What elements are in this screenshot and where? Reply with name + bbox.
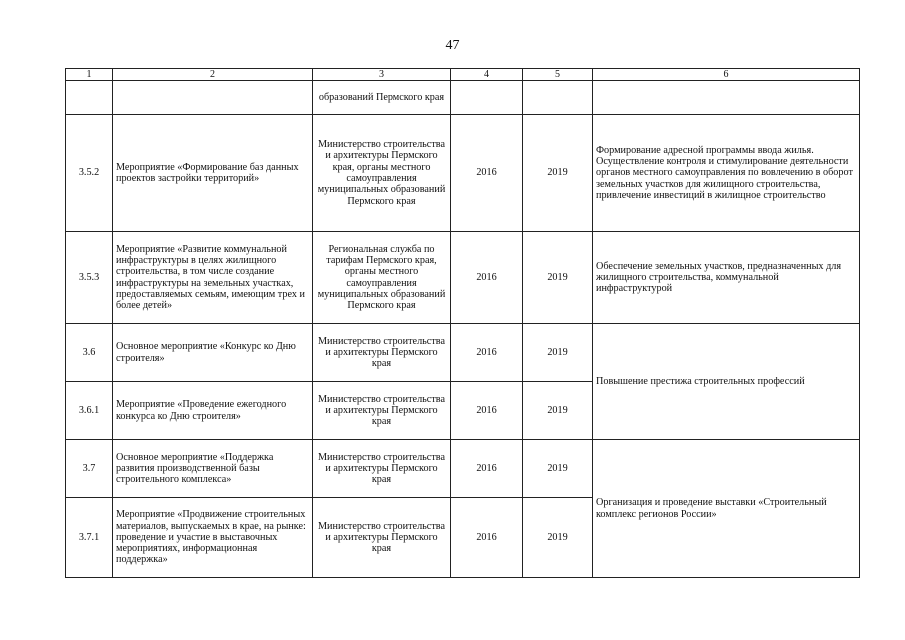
column-header: 3 bbox=[313, 69, 451, 81]
column-header: 6 bbox=[593, 69, 860, 81]
result-cell: Формирование адресной программы ввода жилья. Осуществление контроля и стимулирование деятельности органов местного самоуправления по вовлечению в оборот земельных участков для жилищного строительства, привлечение инвестиций в жилищное строительство bbox=[593, 115, 860, 232]
program-table bbox=[65, 68, 860, 578]
start-year: 2016 bbox=[451, 382, 523, 440]
table-row bbox=[66, 232, 860, 324]
end-year: 2019 bbox=[523, 440, 593, 498]
end-year: 2019 bbox=[523, 324, 593, 382]
column-header: 2 bbox=[113, 69, 313, 81]
executor-cell: Министерство строительства и архитектуры Пермского края, органы местного самоуправления муниципальных образований Пермского края bbox=[313, 115, 451, 232]
activity-name: Основное мероприятие «Поддержка развития производственной базы строительного комплекса» bbox=[113, 440, 313, 498]
start-year bbox=[451, 81, 523, 115]
executor-cell: образований Пермского края bbox=[313, 81, 451, 115]
end-year: 2019 bbox=[523, 498, 593, 578]
activity-name: Мероприятие «Проведение ежегодного конкурса ко Дню строителя» bbox=[113, 382, 313, 440]
activity-name: Мероприятие «Продвижение строительных материалов, выпускаемых в крае, на рынке: проведение и участие в выставочных мероприятиях, информационная поддержка» bbox=[113, 498, 313, 578]
result-cell: Организация и проведение выставки «Строительный комплекс регионов России» bbox=[593, 440, 860, 578]
table-row bbox=[66, 440, 860, 498]
start-year: 2016 bbox=[451, 498, 523, 578]
end-year bbox=[523, 81, 593, 115]
activity-name bbox=[113, 81, 313, 115]
executor-cell: Региональная служба по тарифам Пермского края, органы местного самоуправления муниципальных образований Пермского края bbox=[313, 232, 451, 324]
row-number: 3.7 bbox=[66, 440, 113, 498]
header-row bbox=[66, 69, 860, 81]
table-row bbox=[66, 115, 860, 232]
activity-name: Мероприятие «Формирование баз данных проектов застройки территорий» bbox=[113, 115, 313, 232]
page-number: 47 bbox=[445, 38, 460, 53]
table-row bbox=[66, 81, 860, 115]
start-year: 2016 bbox=[451, 324, 523, 382]
result-cell: Обеспечение земельных участков, предназначенных для жилищного строительства, коммунальной инфраструктурой bbox=[593, 232, 860, 324]
start-year: 2016 bbox=[451, 115, 523, 232]
result-cell: Повышение престижа строительных профессий bbox=[593, 324, 860, 440]
column-header: 4 bbox=[451, 69, 523, 81]
executor-cell: Министерство строительства и архитектуры Пермского края bbox=[313, 382, 451, 440]
executor-cell: Министерство строительства и архитектуры Пермского края bbox=[313, 498, 451, 578]
column-header: 5 bbox=[523, 69, 593, 81]
row-number: 3.7.1 bbox=[66, 498, 113, 578]
activity-name: Мероприятие «Развитие коммунальной инфраструктуры в целях жилищного строительства, в том числе создание инфраструктуры на земельных участках, предоставляемых семьям, имеющим трех и более детей» bbox=[113, 232, 313, 324]
row-number: 3.6 bbox=[66, 324, 113, 382]
start-year: 2016 bbox=[451, 232, 523, 324]
executor-cell: Министерство строительства и архитектуры Пермского края bbox=[313, 324, 451, 382]
end-year: 2019 bbox=[523, 115, 593, 232]
start-year: 2016 bbox=[451, 440, 523, 498]
row-number: 3.5.3 bbox=[66, 232, 113, 324]
row-number: 3.5.2 bbox=[66, 115, 113, 232]
end-year: 2019 bbox=[523, 232, 593, 324]
row-number: 3.6.1 bbox=[66, 382, 113, 440]
column-header: 1 bbox=[66, 69, 113, 81]
executor-cell: Министерство строительства и архитектуры Пермского края bbox=[313, 440, 451, 498]
activity-name: Основное мероприятие «Конкурс ко Дню строителя» bbox=[113, 324, 313, 382]
result-cell bbox=[593, 81, 860, 115]
row-number bbox=[66, 81, 113, 115]
table-row bbox=[66, 324, 860, 382]
end-year: 2019 bbox=[523, 382, 593, 440]
